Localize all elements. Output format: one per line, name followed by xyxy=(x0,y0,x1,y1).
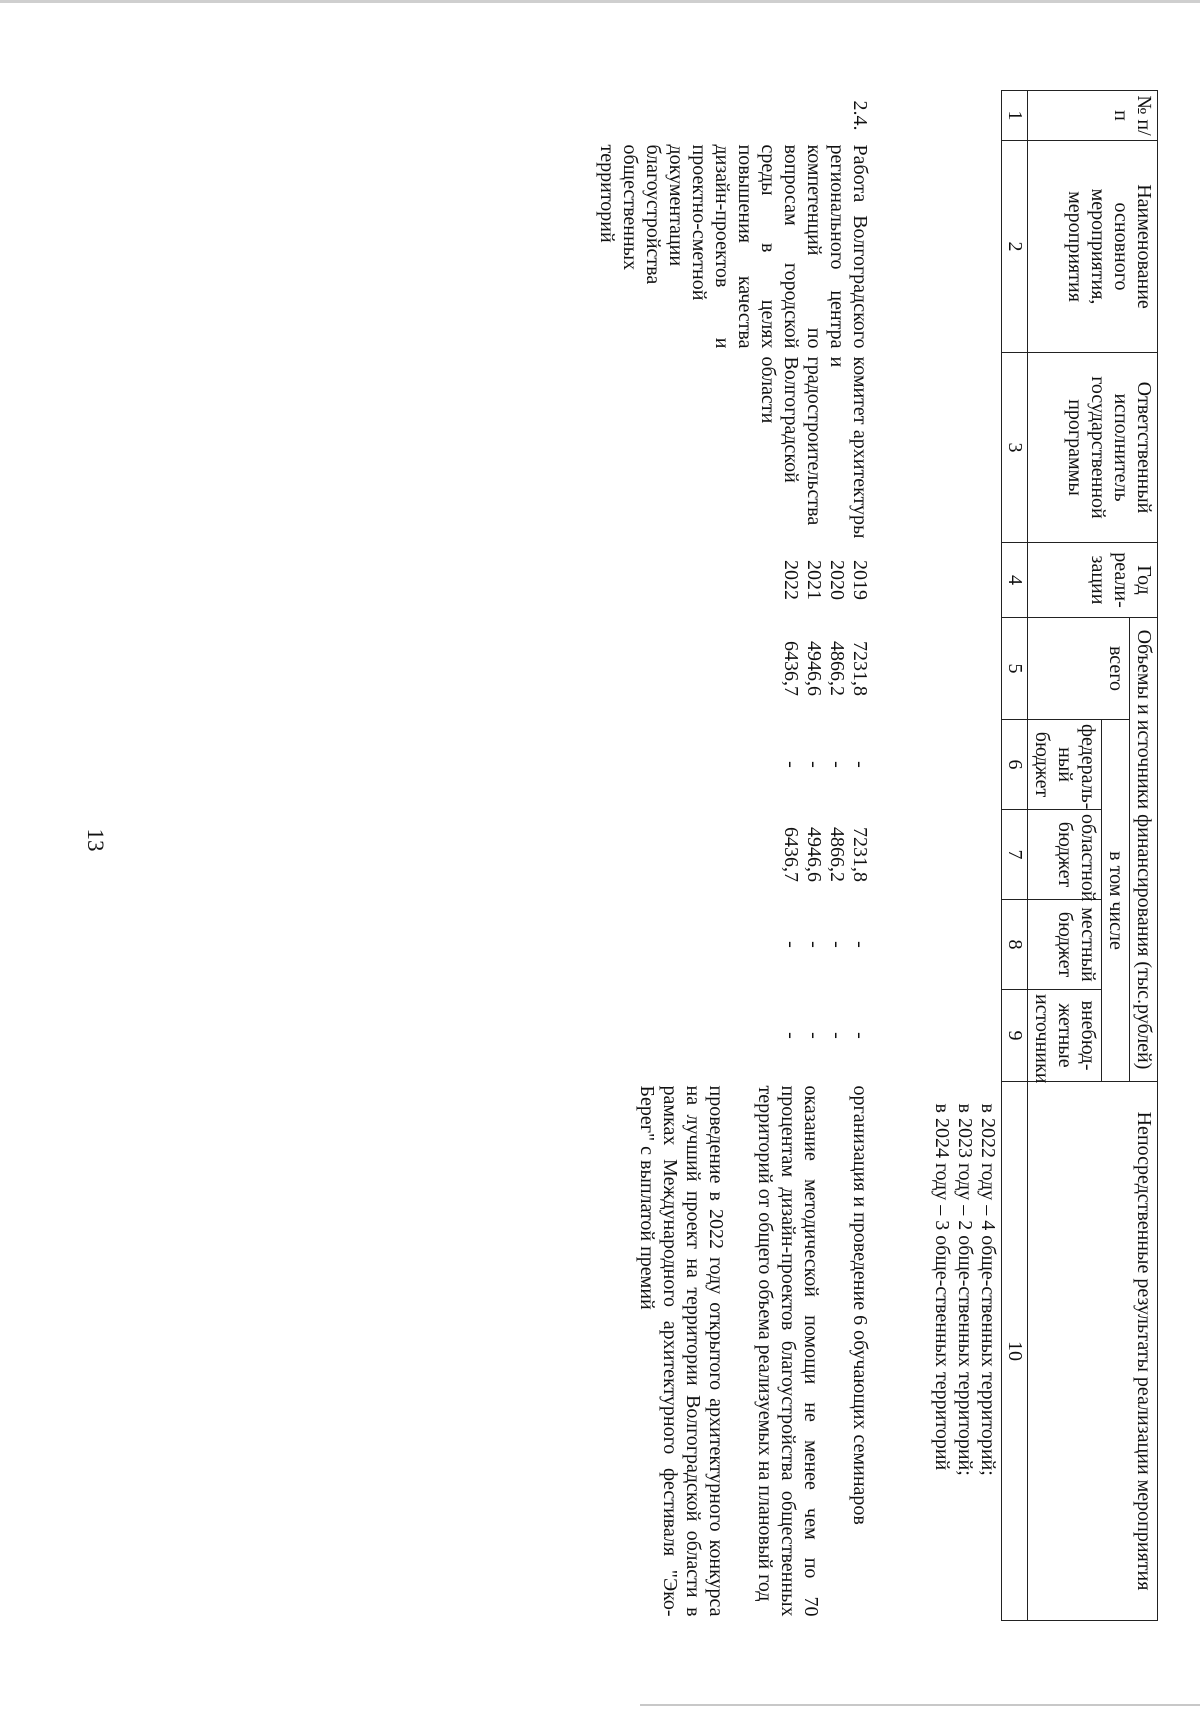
column-number: 3 xyxy=(1002,353,1028,543)
federal-value: - xyxy=(826,761,848,768)
row-local xyxy=(593,900,897,990)
row-number: 2.4. xyxy=(849,100,871,131)
column-number: 4 xyxy=(1002,543,1028,618)
row-years xyxy=(593,543,897,618)
header-num: № п/п xyxy=(1028,91,1158,141)
table-body xyxy=(593,91,1002,1621)
program-table xyxy=(593,90,1158,1621)
header-year: Год реали-зации xyxy=(1028,543,1158,618)
header-executor: Ответственный исполнитель государственной программы xyxy=(1028,353,1158,543)
scan-edge-top xyxy=(0,0,1200,3)
page-number: 13 xyxy=(83,828,108,852)
header-results: Непосредственные результаты реализации мероприятия xyxy=(1028,1082,1158,1621)
federal-value: - xyxy=(849,761,871,768)
row-regional xyxy=(593,810,897,900)
result-line: в 2022 году – 4 обще-ственных территорий; xyxy=(977,1103,999,1476)
header-total: всего xyxy=(1028,618,1130,720)
year-value: 2019 xyxy=(849,560,871,600)
regional-value: 7231,8 xyxy=(849,827,871,882)
federal-value: - xyxy=(780,761,802,768)
federal-value: - xyxy=(803,761,825,768)
column-number: 1 xyxy=(1002,91,1028,141)
year-value: 2020 xyxy=(826,560,848,600)
extra-value: - xyxy=(803,1032,825,1039)
header-funding: Объемы и источники финансирования (тыс.рублей) xyxy=(1130,618,1158,1082)
header-including: в том числе xyxy=(1102,720,1130,1082)
result-paragraph: оказание методической помощи не менее чем по 70 процентам дизайн-проектов благоустройства общественных территорий от общего объема реализуемых на плановый год xyxy=(754,1085,822,1617)
total-value: 6436,7 xyxy=(780,641,802,696)
column-number: 5 xyxy=(1002,618,1028,720)
regional-value: 4946,6 xyxy=(803,827,825,882)
row-results xyxy=(593,1082,897,1621)
result-paragraph: проведение в 2022 году открытого архитектурного конкурса на лучший проект на территории Волгоградской области в рамках Международного архитектурного фестиваля "Эко-Берег" с выплатой премий xyxy=(636,1085,727,1617)
result-paragraph: организация и проведение 6 обучающих семинаров xyxy=(849,1085,871,1525)
rotated-table-page xyxy=(158,90,1158,1620)
total-value: 4866,2 xyxy=(826,641,848,696)
column-number-row xyxy=(1002,91,1028,1621)
row-name: Работа Волгоградского регионального центра компетенций по вопросам городской среды в целях повышения качества дизайн-проектов и проектно-сметной документации благоустройства общественных территорий xyxy=(596,144,871,349)
table-row xyxy=(593,91,897,1621)
local-value: - xyxy=(803,941,825,948)
year-value: 2021 xyxy=(803,560,825,600)
local-value: - xyxy=(826,941,848,948)
header-regional: областной бюджет xyxy=(1028,810,1102,900)
scan-edge-bottom xyxy=(640,1704,1200,1706)
row-executor: комитет архитектуры и градостроительства Волгоградской области xyxy=(757,356,871,539)
column-number: 6 xyxy=(1002,720,1028,810)
extra-value: - xyxy=(849,1032,871,1039)
row-total xyxy=(593,618,897,720)
regional-value: 4866,2 xyxy=(826,827,848,882)
column-number: 9 xyxy=(1002,990,1028,1082)
continuation-row xyxy=(897,91,1002,1621)
header-federal: федераль-ный бюджет xyxy=(1028,720,1102,810)
column-number: 10 xyxy=(1002,1082,1028,1621)
header-local: местный бюджет xyxy=(1028,900,1102,990)
column-number: 8 xyxy=(1002,900,1028,990)
extra-value: - xyxy=(780,1032,802,1039)
column-number: 2 xyxy=(1002,141,1028,353)
header-extra: внебюд-жетные источники xyxy=(1028,990,1102,1082)
result-line: в 2023 году – 2 обще-ственных территорий; xyxy=(954,1103,976,1476)
continuation-results xyxy=(897,1082,1002,1621)
column-number: 7 xyxy=(1002,810,1028,900)
year-value: 2022 xyxy=(780,560,802,600)
header-name: Наименование основного мероприятия, мероприятия xyxy=(1028,141,1158,353)
regional-value: 6436,7 xyxy=(780,827,802,882)
row-extra xyxy=(593,990,897,1082)
result-line: в 2024 году – 3 обще-ственных территорий xyxy=(931,1103,953,1471)
table-header xyxy=(1002,91,1158,1621)
row-federal xyxy=(593,720,897,810)
total-value: 4946,6 xyxy=(803,641,825,696)
local-value: - xyxy=(849,941,871,948)
local-value: - xyxy=(780,941,802,948)
total-value: 7231,8 xyxy=(849,641,871,696)
extra-value: - xyxy=(826,1032,848,1039)
